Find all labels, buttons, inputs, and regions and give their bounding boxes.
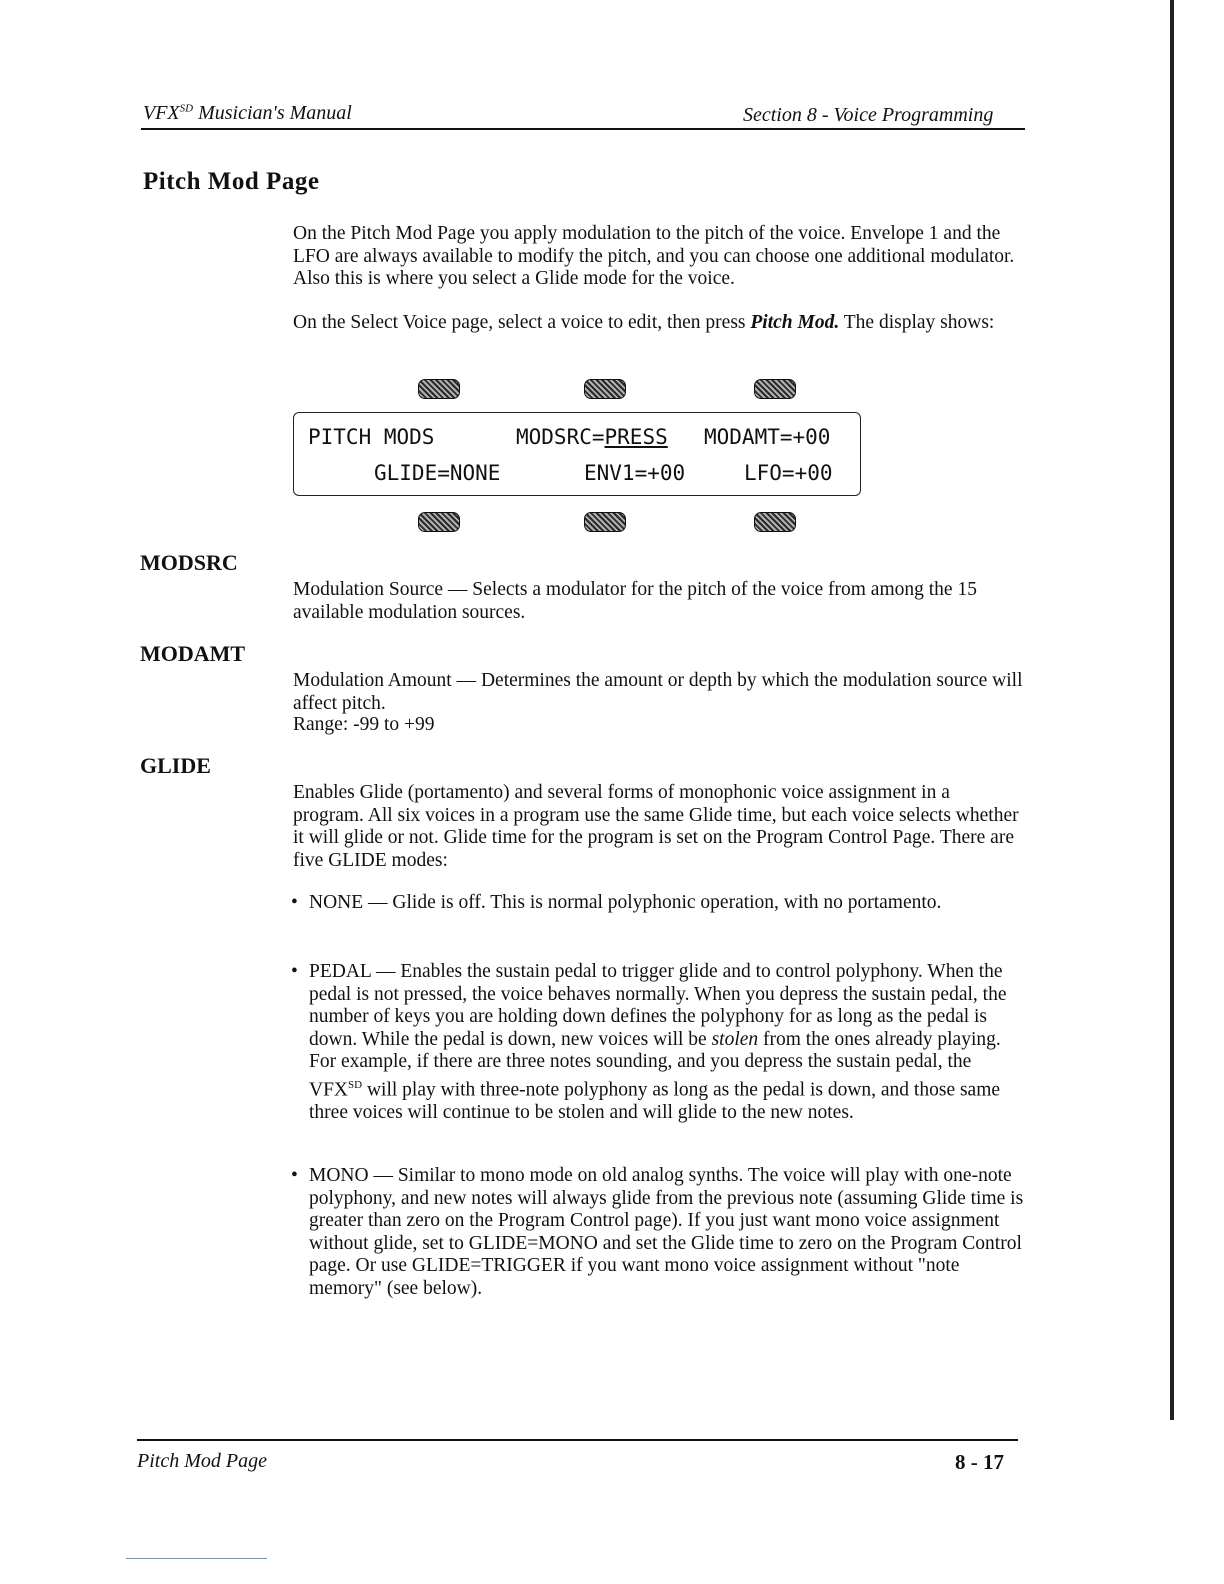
header-rule (141, 128, 1025, 130)
lcd-page-title: PITCH MODS (308, 425, 435, 449)
bullet-glyph: • (291, 892, 298, 913)
bullet-glyph: • (291, 1165, 298, 1186)
softkey-bottom-left[interactable] (418, 512, 460, 532)
footer-rule (137, 1439, 1018, 1441)
glide-mode-mono: MONO — Similar to mono mode on old analog synths. The voice will play with one-note polyphony, and new notes will always glide from the previous note (assuming Glide time is greater than zero on the Program Control page). If you just want mono voice assignment without glide, set to GLIDE=MONO and set the Glide time to zero on the Program Control page. Or use GLIDE=TRIGGER if you want mono voice assignment without "note memory" (see below). (309, 1165, 1024, 1299)
footer-section-name: Pitch Mod Page (137, 1450, 267, 1472)
intro-paragraph-1: On the Pitch Mod Page you apply modulation to the pitch of the voice. Envelope 1 and the LFO are always available to modify the pitch, and you can choose one additional modulator. Also this is where you select a Glide mode for the voice. (293, 223, 1015, 289)
softkey-top-right[interactable] (754, 379, 796, 399)
pitch-mod-key-name: Pitch Mod. (750, 312, 840, 333)
page-number: 8 - 17 (955, 1450, 1004, 1474)
modsrc-heading: MODSRC (140, 550, 238, 575)
lcd-glide: GLIDE=NONE (374, 461, 501, 485)
softkey-bottom-center[interactable] (584, 512, 626, 532)
lcd-lfo: LFO=+00 (744, 461, 833, 485)
glide-mode-pedal: PEDAL — Enables the sustain pedal to trigger glide and to control polyphony. When the pedal is not pressed, the voice behaves normally. When you depress the sustain pedal, the number of keys you are holding down defines the polyphony for as long as the pedal is down. While the pedal is down, new voices will be stolen from the ones already playing. For example, if there are three notes sounding, and you depress the sustain pedal, the $VFX^{SD}$ will play with three-note polyphony as long as the pedal is down, and those same three voices will continue to be stolen and will glide to the new notes. (309, 961, 1007, 1123)
lcd-display (293, 412, 861, 496)
page-title: Pitch Mod Page (143, 168, 320, 195)
lcd-modsrc: MODSRC=PRESS (516, 425, 668, 449)
scan-blue-line (126, 1558, 267, 1559)
modsrc-description: Modulation Source — Selects a modulator for the pitch of the voice from among the 15 available modulation sources. (293, 579, 977, 623)
modamt-heading: MODAMT (140, 641, 246, 666)
header-section: Section 8 - Voice Programming (743, 104, 994, 126)
glide-mode-none: NONE — Glide is off. This is normal polyphonic operation, with no portamento. (309, 892, 942, 913)
glide-description: Enables Glide (portamento) and several forms of monophonic voice assignment in a program. All six voices in a program use the same Glide time, but each voice selects whether it will glide or not. Glide time for the program is set on the Program Control Page. There are five GLIDE modes: (293, 782, 1019, 871)
scan-edge-bar (1170, 0, 1174, 1420)
lcd-modamt: MODAMT=+00 (704, 425, 831, 449)
softkey-top-center[interactable] (584, 379, 626, 399)
softkey-top-left[interactable] (418, 379, 460, 399)
lcd-env1: ENV1=+00 (584, 461, 686, 485)
header-manual-title: $VFX^{SD}$ Musician's Manual (143, 102, 352, 124)
glide-heading: GLIDE (140, 753, 211, 778)
bullet-glyph: • (291, 961, 298, 982)
intro-paragraph-2: On the Select Voice page, select a voice to edit, then press Pitch Mod. The display shows: (293, 312, 995, 333)
softkey-bottom-right[interactable] (754, 512, 796, 532)
modamt-range: Range: -99 to +99 (293, 714, 435, 735)
modamt-description: Modulation Amount — Determines the amount or depth by which the modulation source will affect pitch. (293, 670, 1023, 714)
